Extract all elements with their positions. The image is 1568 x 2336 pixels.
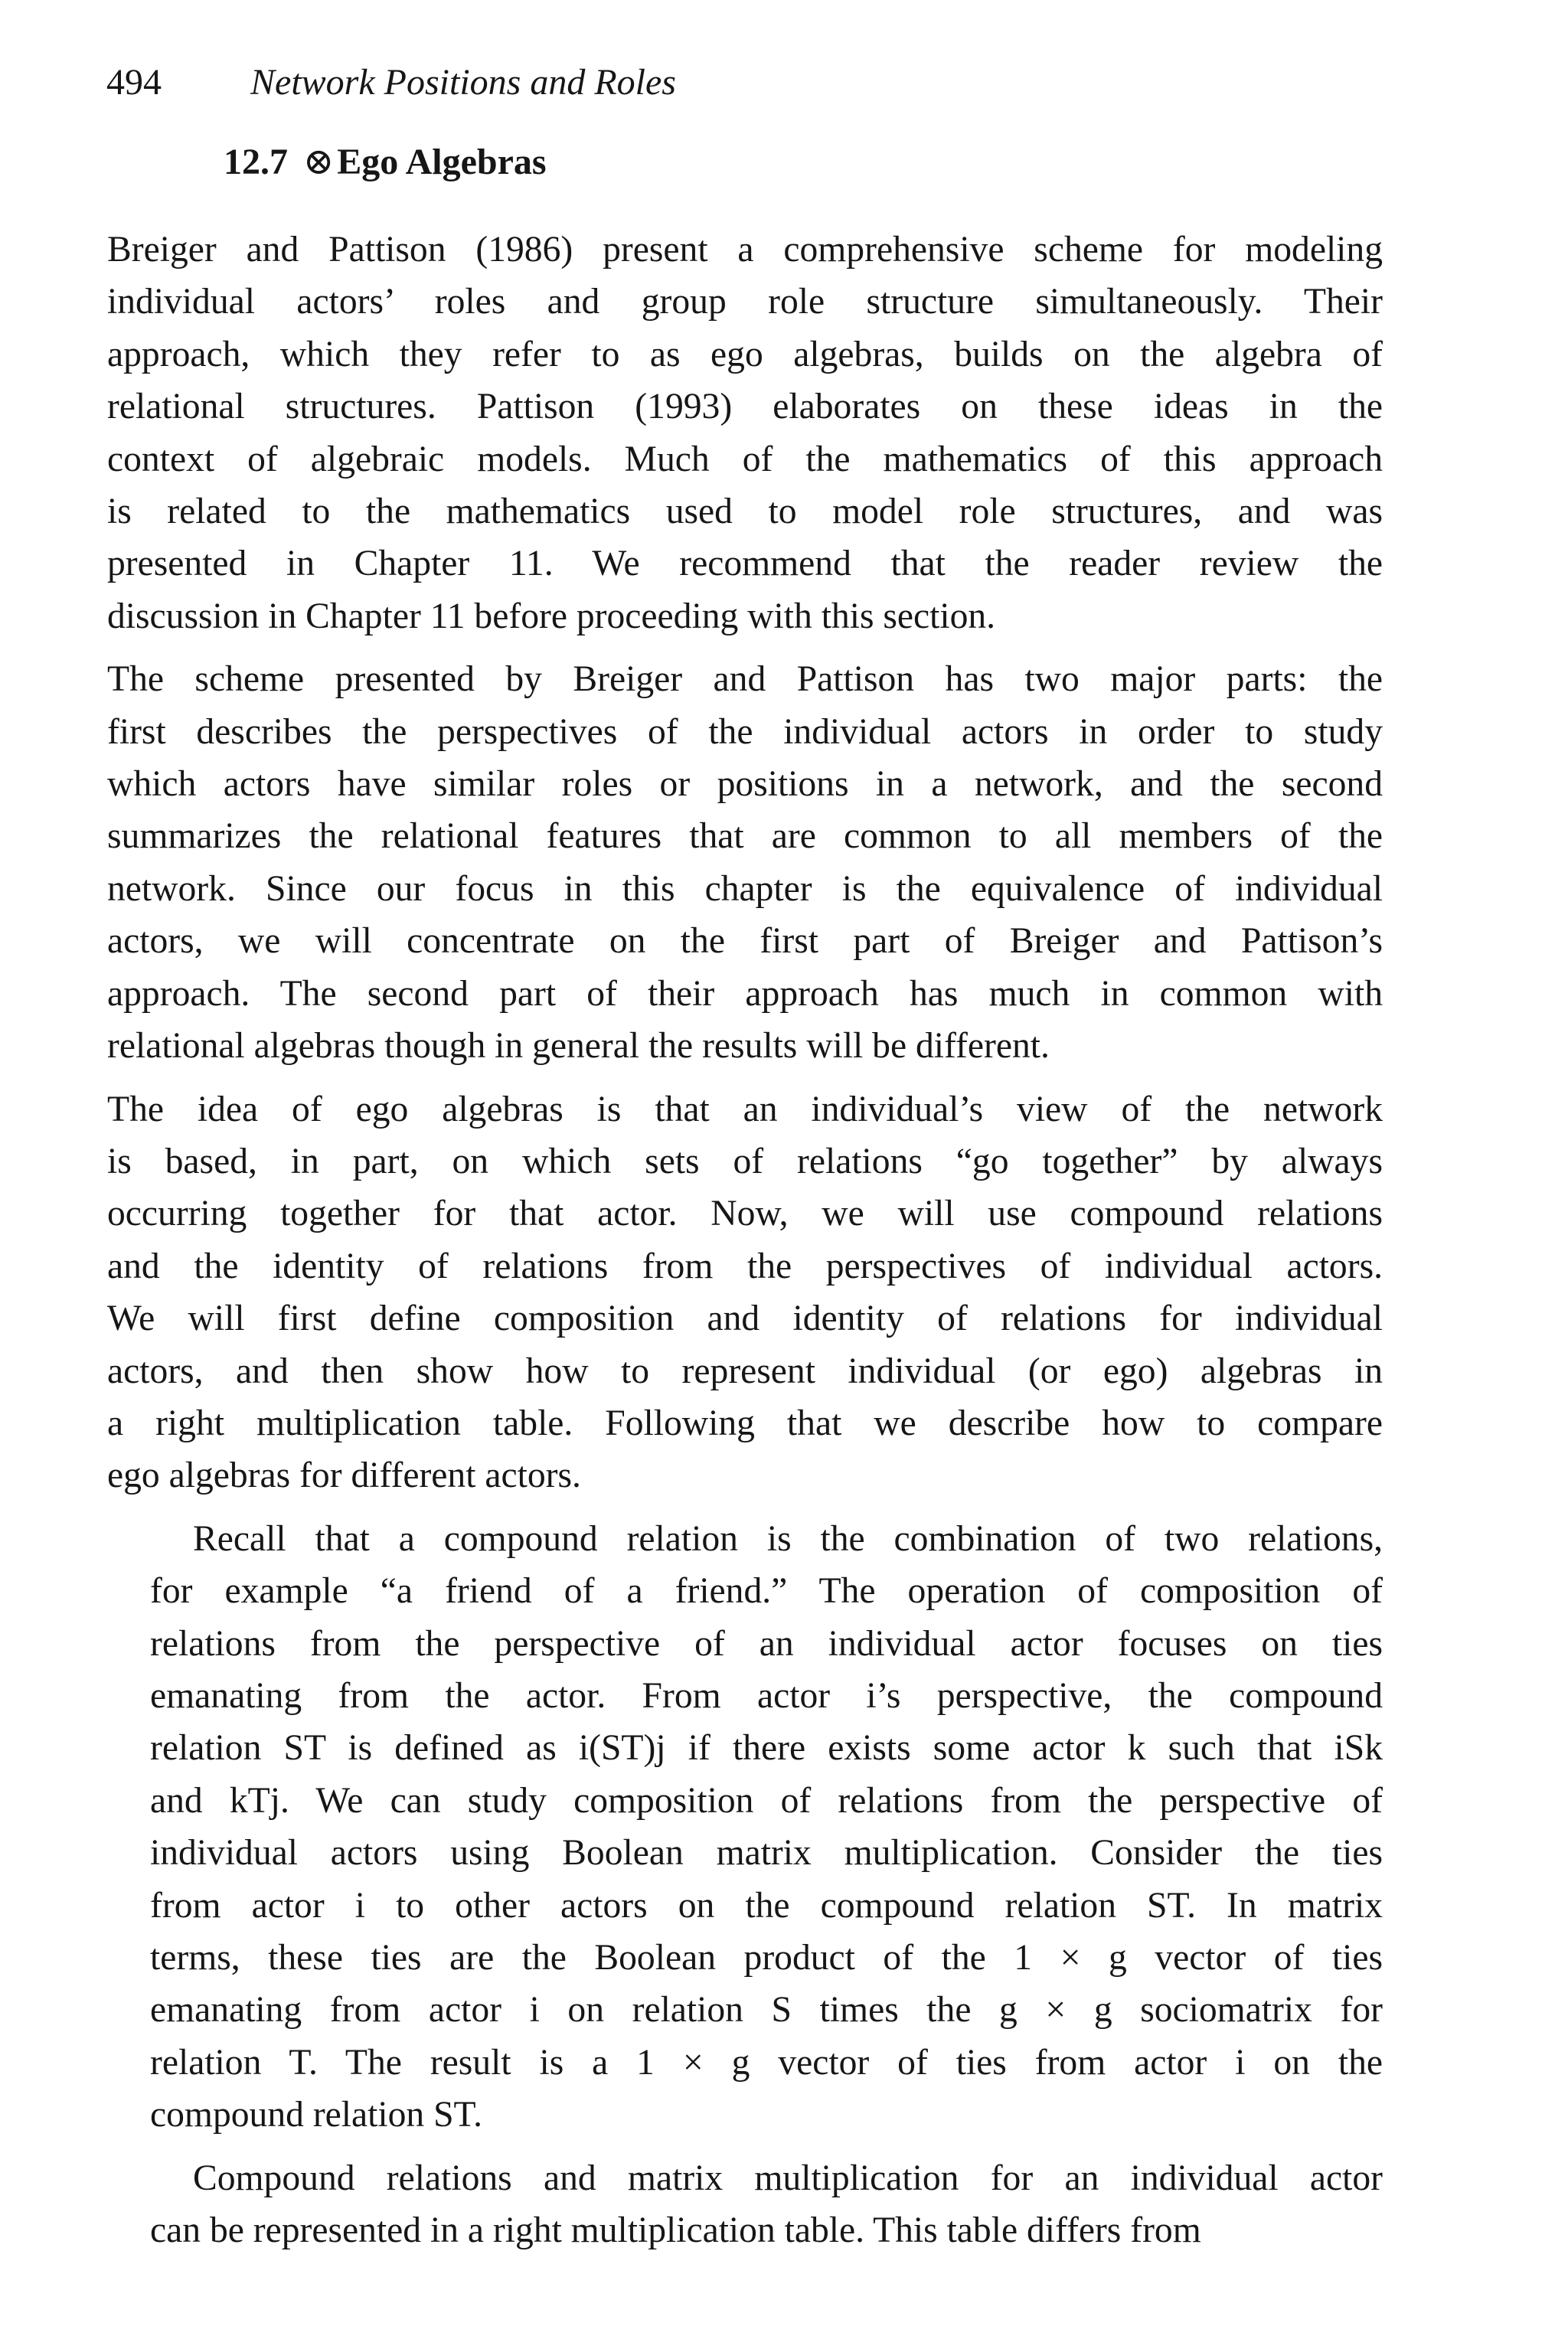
text-line: approach. The second part of their approach has much in common with xyxy=(107,973,1383,1014)
text-line: terms, these ties are the Boolean product of the 1 × g vector of ties xyxy=(150,1938,1383,1978)
text-line: The scheme presented by Breiger and Pattison has two major parts: the xyxy=(107,659,1383,700)
text-line: Breiger and Pattison (1986) present a comprehensive scheme for modeling xyxy=(107,230,1383,270)
paragraph xyxy=(107,653,1383,1072)
paragraph xyxy=(107,1513,1383,2142)
text-line: compound relation ST. xyxy=(150,2095,482,2135)
text-line: relational algebras though in general the results will be different. xyxy=(107,1026,1050,1067)
text-line: summarizes the relational features that are common to all members of the xyxy=(107,816,1383,857)
text-line: a right multiplication table. Following that we describe how to compare xyxy=(107,1403,1383,1443)
text-line: The idea of ego algebras is that an individual’s view of the network xyxy=(107,1089,1383,1129)
text-line: individual actors using Boolean matrix multiplication. Consider the ties xyxy=(150,1833,1383,1874)
circled-times-icon: ⊗ xyxy=(303,142,335,182)
text-line: which actors have similar roles or positions in a network, and the second xyxy=(107,764,1383,805)
text-line: relation T. The result is a 1 × g vector of ties from actor i on the xyxy=(150,2042,1383,2083)
text-line: relational structures. Pattison (1993) elaborates on these ideas in the xyxy=(107,387,1383,427)
text-line: context of algebraic models. Much of the mathematics of this approach xyxy=(107,439,1383,479)
text-line: is related to the mathematics used to model role structures, and was xyxy=(107,492,1383,532)
page-number: 494 xyxy=(106,62,162,103)
text-line: from actor i to other actors on the compound relation ST. In matrix xyxy=(150,1885,1383,1926)
text-line: emanating from actor i on relation S times the g × g sociomatrix for xyxy=(150,1990,1383,2031)
paragraph xyxy=(107,1083,1383,1502)
text-line: relation ST is defined as i(ST)j if there exists some actor k such that iSk xyxy=(150,1728,1383,1769)
paragraph xyxy=(107,2152,1383,2257)
running-head xyxy=(106,60,676,106)
text-line: emanating from the actor. From actor i’s perspective, the compound xyxy=(150,1675,1383,1716)
text-line: and the identity of relations from the perspectives of individual actors. xyxy=(107,1246,1383,1286)
section-heading xyxy=(224,139,547,185)
text-line: actors, we will concentrate on the first part of Breiger and Pattison’s xyxy=(107,921,1383,962)
text-line: can be represented in a right multiplication table. This table differs from xyxy=(150,2210,1201,2251)
text-line: Recall that a compound relation is the combination of two relations, xyxy=(193,1518,1383,1559)
text-line: relations from the perspective of an individual actor focuses on ties xyxy=(150,1623,1383,1664)
text-line: presented in Chapter 11. We recommend that the reader review the xyxy=(107,544,1383,584)
text-line: network. Since our focus in this chapter is the equivalence of individual xyxy=(107,868,1383,909)
text-line: for example “a friend of a friend.” The operation of composition of xyxy=(150,1571,1383,1612)
text-line: first describes the perspectives of the individual actors in order to study xyxy=(107,711,1383,752)
text-line: actors, and then show how to represent individual (or ego) algebras in xyxy=(107,1351,1383,1391)
text-line: occurring together for that actor. Now, we will use compound relations xyxy=(107,1194,1383,1234)
text-line: and kTj. We can study composition of relations from the perspective of xyxy=(150,1780,1383,1821)
text-line: individual actors’ roles and group role structure simultaneously. Their xyxy=(107,282,1383,322)
body-text xyxy=(107,224,1383,2267)
paragraph xyxy=(107,224,1383,642)
text-line: is based, in part, on which sets of relations “go together” by always xyxy=(107,1141,1383,1181)
section-title-text: Ego Algebras xyxy=(337,142,547,182)
section-number: 12.7 xyxy=(224,142,288,182)
running-title: Network Positions and Roles xyxy=(250,62,676,103)
text-line: approach, which they refer to as ego algebras, builds on the algebra of xyxy=(107,334,1383,374)
text-line: Compound relations and matrix multiplication for an individual actor xyxy=(193,2158,1383,2198)
text-line: We will first define composition and identity of relations for individual xyxy=(107,1299,1383,1339)
text-line: discussion in Chapter 11 before proceeding with this section. xyxy=(107,596,996,636)
text-line: ego algebras for different actors. xyxy=(107,1456,581,1496)
